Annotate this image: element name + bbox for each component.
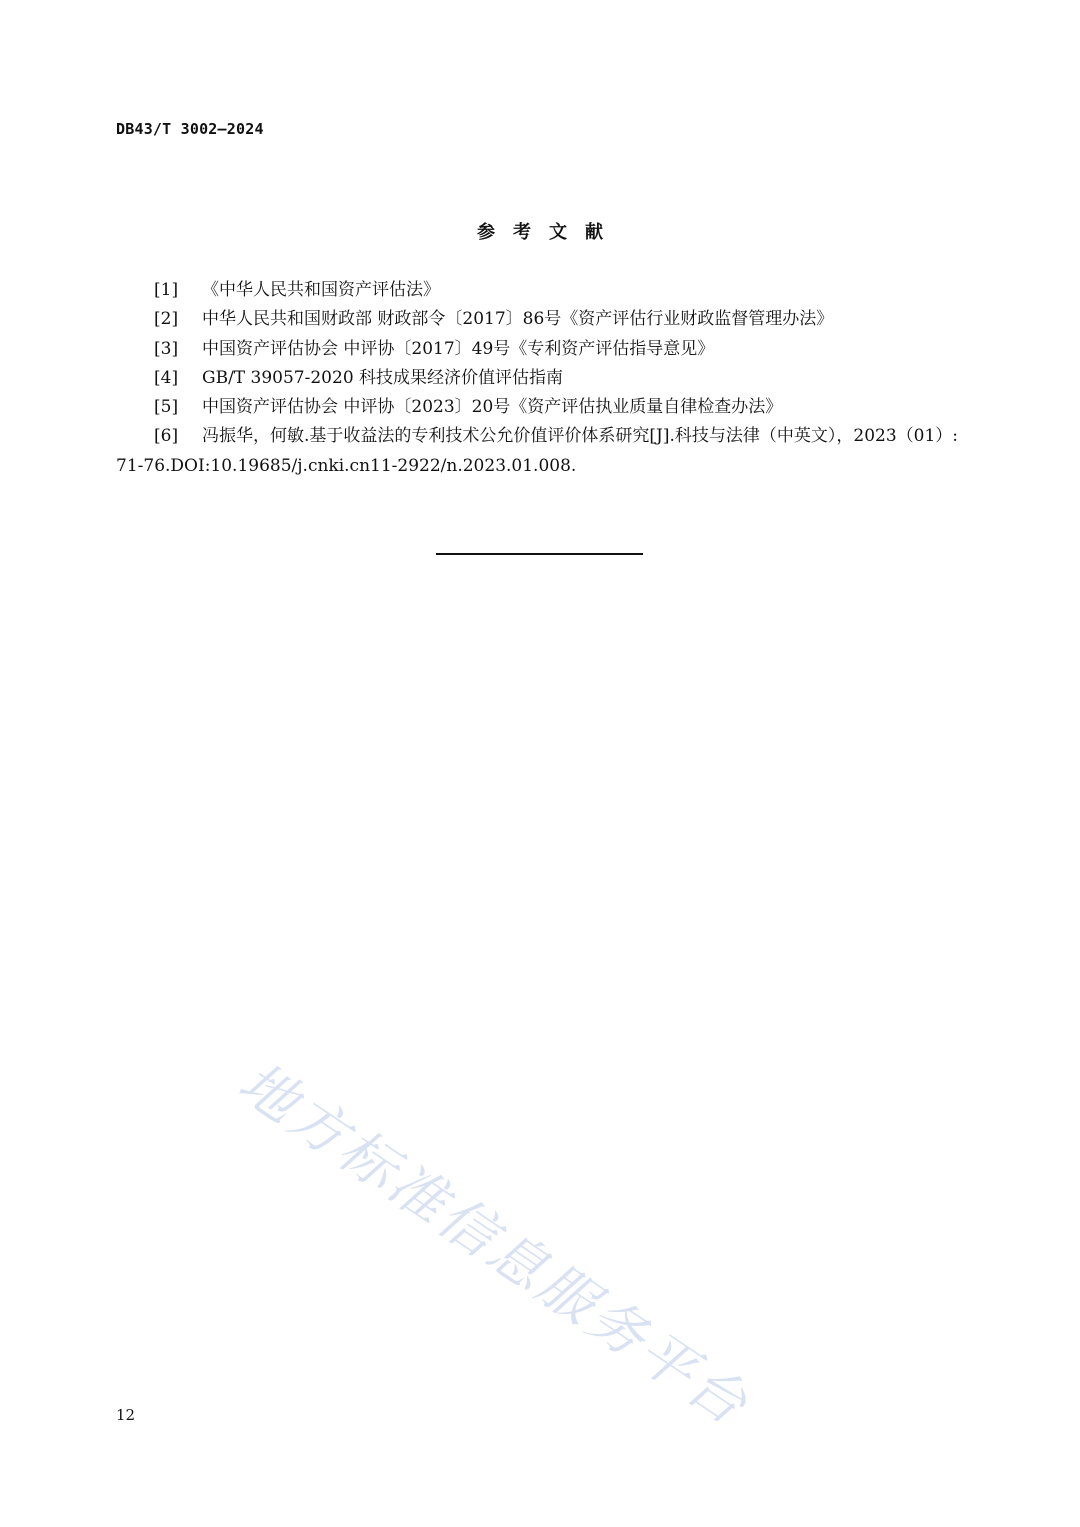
reference-number: [6]	[154, 426, 179, 447]
reference-list	[116, 276, 966, 481]
reference-text: 冯振华，何敏.基于收益法的专利技术公允价值评价体系研究[J].科技与法律（中英文），2023（01）:71-76.DOI:10.19685/j.cnki.cn11-2922/n.2023.01.008.	[116, 426, 959, 476]
reference-number: [4]	[154, 367, 179, 388]
reference-item	[116, 422, 966, 481]
reference-item	[116, 364, 966, 393]
reference-number: [1]	[154, 280, 179, 300]
section-title: 参考文献	[477, 222, 621, 243]
reference-item	[116, 276, 966, 305]
reference-number: [3]	[154, 338, 179, 359]
reference-item	[116, 335, 966, 364]
page-number: 12	[116, 1406, 136, 1424]
reference-text: 中国资产评估协会 中评协〔2023〕20号《资产评估执业质量自律检查办法》	[202, 397, 783, 418]
reference-number: [2]	[154, 309, 179, 330]
reference-item	[116, 393, 966, 422]
document-code: DB43/T 3002—2024	[116, 120, 264, 138]
reference-text: 中华人民共和国财政部 财政部令〔2017〕86号《资产评估行业财政监督管理办法》	[202, 309, 834, 330]
watermark: 地方标准信息服务平台	[226, 1049, 761, 1440]
reference-text: 中国资产评估协会 中评协〔2017〕49号《专利资产评估指导意见》	[202, 338, 715, 359]
reference-number: [5]	[154, 397, 179, 418]
reference-text: 《中华人民共和国资产评估法》	[202, 280, 440, 300]
reference-item	[116, 305, 966, 334]
reference-text: GB/T 39057-2020 科技成果经济价值评估指南	[202, 367, 564, 388]
end-of-document-rule	[436, 553, 643, 555]
